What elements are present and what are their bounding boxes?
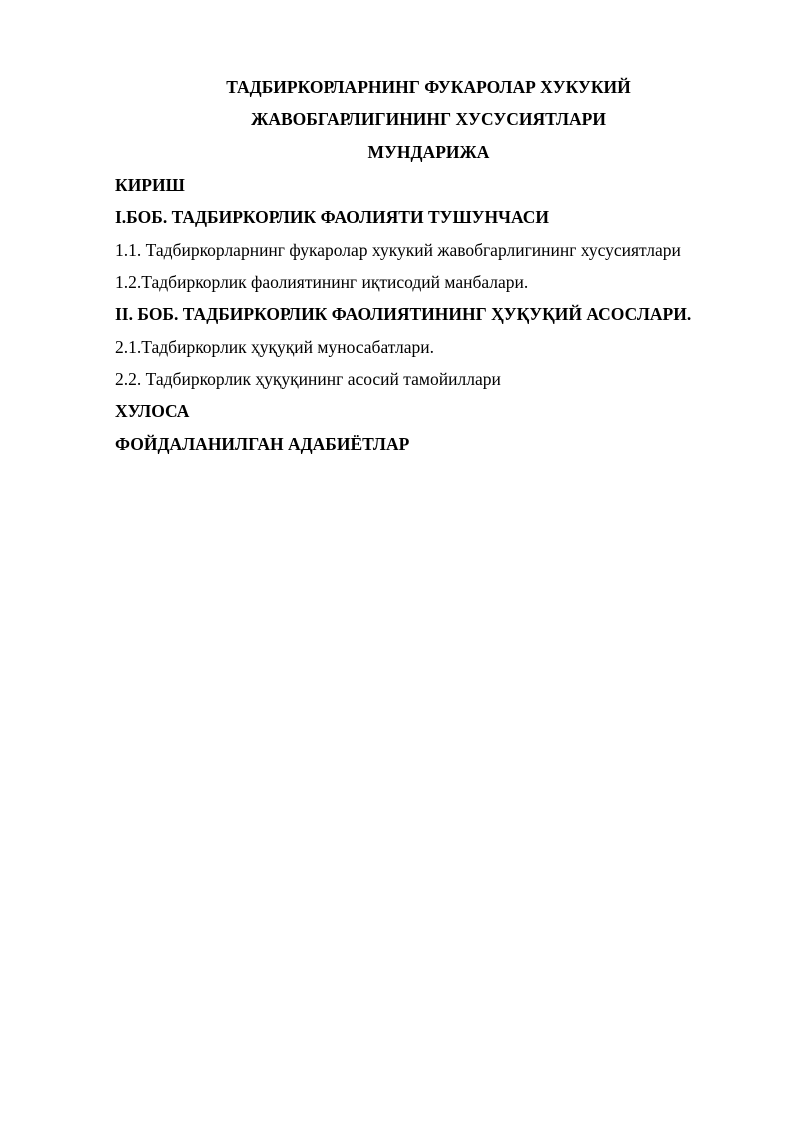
contents-heading: МУНДАРИЖА — [367, 142, 490, 162]
toc-item-section-1-1: 1.1. Тадбиркорларнинг фукаролар хукукий жавобгарлигининг хусусиятлари — [115, 240, 681, 260]
document-title-line-2: ЖАВОБГАРЛИГИНИНГ ХУСУСИЯТЛАРИ — [251, 109, 606, 129]
toc-item-references: ФОЙДАЛАНИЛГАН АДАБИЁТЛАР — [115, 434, 410, 454]
toc-item-conclusion: ХУЛОСА — [115, 401, 190, 421]
toc-item-section-1-2: 1.2.Тадбиркорлик фаолиятининг иқтисодий манбалари. — [115, 272, 529, 292]
toc-item-chapter-1: I.БОБ. ТАДБИРКОРЛИК ФАОЛИЯТИ ТУШУНЧАСИ — [115, 207, 549, 227]
toc-item-section-2-2: 2.2. Тадбиркорлик ҳуқуқининг асосий тамойиллари — [115, 369, 501, 389]
document-title-line-1: ТАДБИРКОРЛАРНИНГ ФУКАРОЛАР ХУКУКИЙ — [226, 77, 631, 97]
toc-item-introduction: КИРИШ — [115, 175, 185, 195]
toc-item-section-2-1: 2.1.Тадбиркорлик ҳуқуқий муносабатлари. — [115, 337, 434, 357]
toc-item-chapter-2: II. БОБ. ТАДБИРКОРЛИК ФАОЛИЯТИНИНГ ҲУҚУҚИЙ АСОСЛАРИ. — [115, 304, 692, 324]
